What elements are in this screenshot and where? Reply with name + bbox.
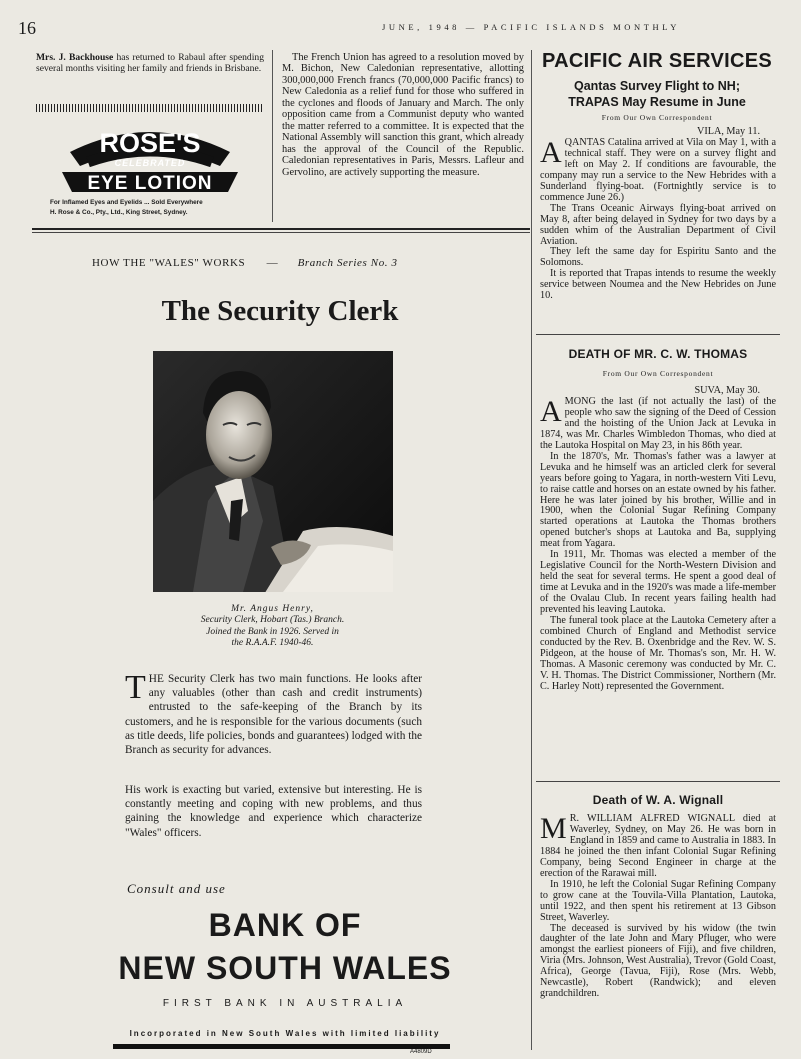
- ornamental-rule: [36, 104, 264, 112]
- bank-name-line-2: NEW SOUTH WALES: [118, 950, 452, 986]
- column-rule-1: [272, 50, 273, 222]
- top-double-rule-b: [32, 232, 530, 233]
- air-services-heading: PACIFIC AIR SERVICES: [541, 50, 773, 72]
- thomas-p1-text: MONG the last (if not actually the last) of the people who saw the signing of the Deed of Cession and the hoisting of the Union Jack at Levuka in 1874, was Mr. Charles Wimbledon Thomas, who died at the Lautoka Hospital on May 23, in his 86th year.: [540, 395, 776, 451]
- column-rule-2: [531, 50, 532, 1050]
- wignall-p1: [540, 814, 776, 880]
- rose-brand: ROSE'S: [99, 128, 201, 158]
- air-services-dateline: VILA, May 11.: [697, 126, 760, 137]
- series-right: Branch Series No. 3: [297, 257, 398, 269]
- thomas-p2: In the 1870's, Mr. Thomas's father was a lawyer at Levuka and he himself was an articled clerk for several years before going to Yagara, in north-western Viti Levu, to raise cattle and horses on an estate owned by his father. Here he was later joined by his brother, Willie and in 1900, when the Colonial Sugar Refining Company started operations at Lautoka the Thomas brothers opened butcher's shops at Lautoka and Ba, supplying meat from Yagara.: [540, 450, 776, 550]
- caption-name: Mr. Angus Henry,: [231, 604, 314, 614]
- bank-consult-line: Consult and use: [127, 881, 226, 896]
- wignall-p1-text: R. WILLIAM ALFRED WIGNALL died at Waverley, Sydney, on May 26. He was born in England in 1859 and came to Australia in 1883. In 1884 he joined the then infant Colonial Sugar Refining Company, being Second Engineer in charge at the erection of the Rarawai mill.: [540, 813, 776, 879]
- bank-ad-bar: [113, 1044, 450, 1049]
- series-left: HOW THE "WALES" WORKS: [92, 257, 246, 269]
- rule-before-thomas: [536, 334, 780, 335]
- thomas-drop-cap: A: [540, 394, 562, 428]
- bank-incorporation: Incorporated in New South Wales with limited liability: [129, 1029, 441, 1038]
- rose-celebrated: CELEBRATED: [114, 158, 186, 168]
- air-services-p1-text: QANTAS Catalina arrived at Vila on May 1, with a technical staff. They were on a survey flight and left on May 2. If conditions are favourable, the company may run a service to the New Hebrides with a Sunderland flying-boat. (Fortnightly service is to commence June 26.): [540, 136, 776, 203]
- portrait-caption: [150, 604, 395, 650]
- rose-product: EYE LOTION: [87, 173, 213, 194]
- portrait-photo: [153, 351, 393, 592]
- thomas-dateline: SUVA, May 30.: [694, 385, 760, 396]
- caption-line-1: Security Clerk, Hobart (Tas.) Branch.: [200, 615, 345, 626]
- bank-name-line-1: BANK OF: [208, 907, 362, 943]
- thomas-heading: DEATH OF MR. C. W. THOMAS: [568, 347, 748, 361]
- page-number: 16: [18, 18, 36, 38]
- roses-eye-lotion-ad: [40, 118, 260, 222]
- bank-tagline: FIRST BANK IN AUSTRALIA: [162, 998, 408, 1009]
- feature-title: The Security Clerk: [161, 295, 399, 327]
- air-services-p4: It is reported that Trapas intends to resume the weekly service between Noumea and the New Hebrides on June 10.: [540, 268, 776, 302]
- thomas-p1: [540, 394, 776, 452]
- portrait-image: [153, 351, 393, 592]
- air-services-p1: [540, 135, 776, 204]
- notice-name: Mrs. J. Backhouse: [36, 52, 114, 63]
- series-dash: —: [266, 257, 279, 269]
- top-double-rule-a: [32, 228, 530, 230]
- wignall-drop-cap: M: [540, 812, 567, 845]
- wignall-heading: Death of W. A. Wignall: [592, 793, 724, 807]
- thomas-p4: The funeral took place at the Lautoka Cemetery after a combined Church of England and Methodist service conducted by the Rev. B. Oxenbridge and the Rev. W. S. Pidgeon, at the house of Mr. Thomas's son, Mr. H. W. Thomas. A Masonic ceremony was conducted by Mr. C. V. H. Thomas. The District Commissioner, Northern (Mr. C. Harley Nott) represented the Government.: [540, 615, 776, 692]
- wignall-article: [540, 814, 776, 1000]
- feature-drop-cap: T: [125, 669, 146, 706]
- feature-p1: [125, 669, 422, 757]
- air-services-subheading: [538, 78, 776, 110]
- thomas-byline: From Our Own Correspondent: [602, 369, 714, 378]
- air-services-p2: The Trans Oceanic Airways flying-boat arrived on May 8, after being delayed in Sydney for two days by a sudden whim of the Australian Department of Civil Aviation.: [540, 202, 776, 247]
- roses-logo: [40, 118, 260, 198]
- air-services-subheading-1: Qantas Survey Flight to NH;: [574, 79, 740, 93]
- feature-p1-text: HE Security Clerk has two main functions. He looks after any valuables (other than cash and credit instruments) entrusted to the safe-keeping of the Branch by its customers, and he is responsible for the various documents (such as title deeds, life policies, bonds and guarantees) lodged with the Branch as security for advances.: [125, 673, 422, 757]
- running-head: JUNE, 1948 — PACIFIC ISLANDS MONTHLY: [382, 22, 680, 32]
- bank-ad-code: A4809D: [410, 1049, 432, 1055]
- air-services-p3: They left the same day for Espiritu Santo and the Solomons.: [540, 246, 776, 269]
- air-services-article: [540, 127, 776, 302]
- wignall-p3: The deceased is survived by his widow (the twin daughter of the late John and Mary Pfluger, who were amongst the earliest pioneers of Fiji), and five children, Viria (Mrs. Johnson, West Australia), Trevor (Gold Coast, Africa), George (Tavua, Fiji), Rose (Mrs. Webb, Newcastle), Robert (Randwick); and eleven grandchildren.: [540, 922, 776, 1000]
- caption-line-3: the R.A.A.F. 1940-46.: [231, 638, 314, 649]
- caption-line-2: Joined the Bank in 1926. Served in: [206, 626, 339, 637]
- notice-text: has returned to Rabaul after spending several months visiting her family and friends in Brisbane.: [36, 52, 264, 74]
- air-services-subheading-2: TRAPAS May Resume in June: [568, 95, 746, 109]
- air-services-drop-cap: A: [540, 135, 562, 169]
- wignall-p2: In 1910, he left the Colonial Sugar Refining Company to grow cane at the Touvila-Villa Plantation, Lautoka, until 1922, and then spent his retirement at 13 Gibson Street, Waverley.: [540, 878, 776, 923]
- rose-fine-print-1: For Inflamed Eyes and Eyelids ... Sold Everywhere: [50, 199, 203, 206]
- french-union-article: The French Union has agreed to a resolution moved by M. Bichon, New Caledonian representative, allotting 300,000,000 French francs (70,000,000 Pacific francs) to New Caledonia as a relief fund for those who suffered in the cyclones and floods of January and March. The only opposition came from a Communist deputy who wanted the matter referred to a committee. It is expected that the National Assembly will sanction this grant, which already has the approval of the Council of the Republic. Caledonian representatives in Paris, Messrs. Lafleur and Gervolino, are actively supporting the measure.: [282, 52, 524, 178]
- rose-fine-print-2: H. Rose & Co., Pty., Ltd., King Street, Sydney.: [50, 209, 188, 216]
- thomas-p3: In 1911, Mr. Thomas was elected a member of the Legislative Council for the North-Western Division and held the seat for several terms. He spent a good deal of time at Levuka and in the 1920's was made a life-member of the Ovalau Club. In recent years failing health had prevented his leaving Lautoka.: [540, 549, 776, 616]
- thomas-article: [540, 386, 776, 693]
- rule-before-wignall: [536, 781, 780, 782]
- air-services-byline: From Our Own Correspondent: [601, 113, 713, 122]
- notice-backhouse: [36, 52, 264, 74]
- series-line: [92, 257, 452, 269]
- feature-p2: His work is exacting but varied, extensive but interesting. He is constantly meeting and coping with new problems, and thus gaining the knowledge and experience which characterize "Wales" officers.: [125, 784, 422, 839]
